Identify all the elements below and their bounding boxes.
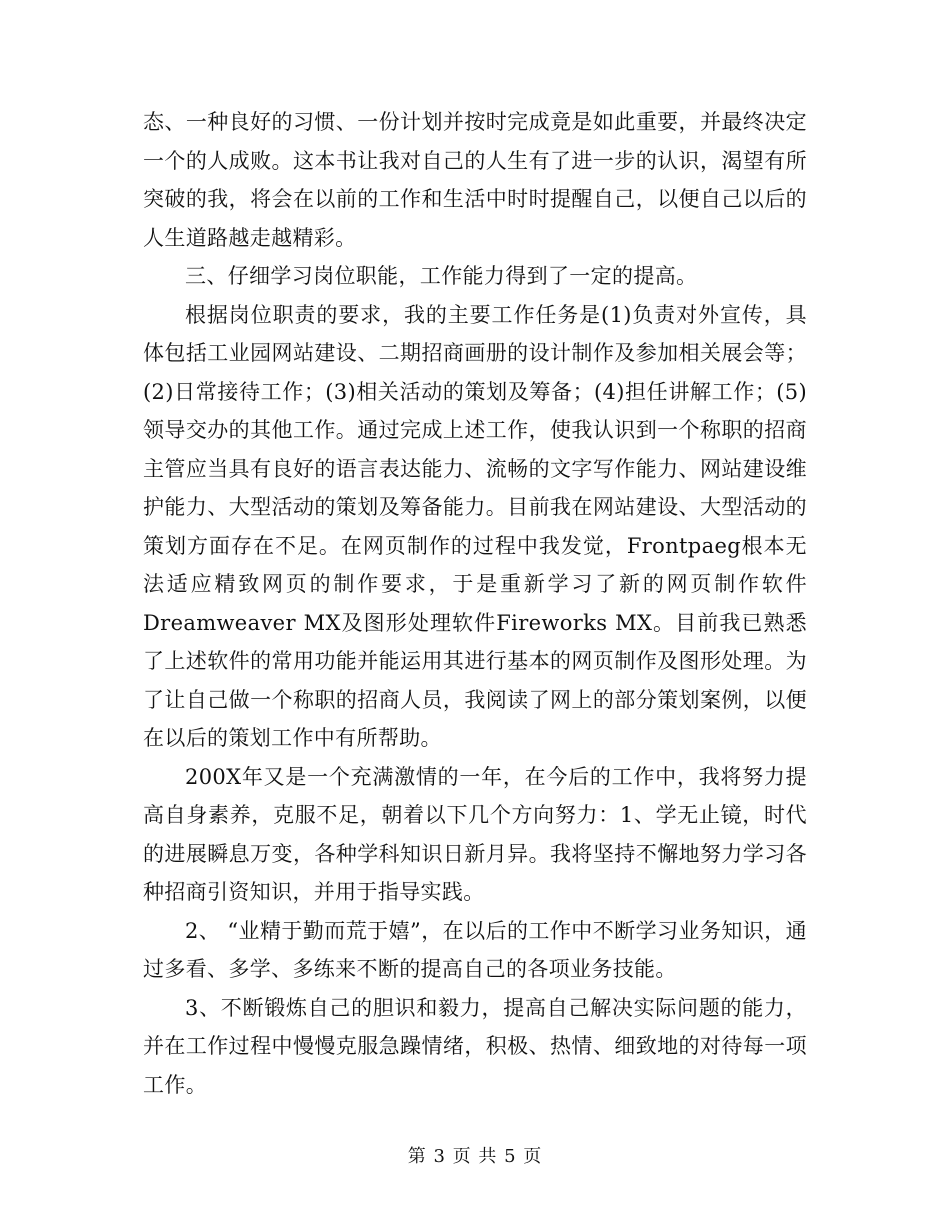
paragraph-future-plan: 200X年又是一个充满激情的一年，在今后的工作中，我将努力提高自身素养，克服不足，朝着以下几个方向努力：1、学无止镜，时代的进展瞬息万变，各种学科知识日新月异。我将坚持不懈地努力学习各种招商引资知识，并用于指导实践。: [143, 764, 807, 904]
paragraph-job-duties: 根据岗位职责的要求，我的主要工作任务是(1)负责对外宣传，具体包括工业园网站建设、二期招商画册的设计制作及参加相关展会等；(2)日常接待工作；(3)相关活动的策划及筹备；(4)担任讲解工作；(5)领导交办的其他工作。通过完成上述工作，使我认识到一个称职的招商主管应当具有良好的语言表达能力、流畅的文字写作能力、网站建设维护能力、大型活动的策划及筹备能力。目前我在网站建设、大型活动的策划方面存在不足。在网页制作的过程中我发觉，Frontpaeg根本无法适应精致网页的制作要求，于是重新学习了新的网页制作软件Dreamweaver MX及图形处理软件Fireworks MX。目前我已熟悉了上述软件的常用功能并能运用其进行基本的网页制作及图形处理。为了让自己做一个称职的招商人员，我阅读了网上的部分策划案例，以便在以后的策划工作中有所帮助。: [143, 302, 807, 750]
paragraph-goal-2: 2、 “业精于勤而荒于嬉”，在以后的工作中不断学习业务知识，通过多看、多学、多练来不断的提高自己的各项业务技能。: [143, 918, 807, 981]
paragraph-goal-3: 3、不断锻炼自己的胆识和毅力，提高自己解决实际问题的能力，并在工作过程中慢慢克服急躁情绪，积极、热情、细致地的对待每一项工作。: [143, 995, 807, 1097]
paragraph-continued: 态、一种良好的习惯、一份计划并按时完成竟是如此重要，并最终决定一个的人成败。这本书让我对自己的人生有了进一步的认识，渴望有所突破的我，将会在以前的工作和生活中时时提醒自己，以便自己以后的人生道路越走越精彩。: [143, 110, 807, 250]
paragraph-section-heading: 三、仔细学习岗位职能，工作能力得到了一定的提高。: [185, 264, 698, 288]
page-number-footer: 第 3 页 共 5 页: [407, 1146, 543, 1167]
document-body: [143, 103, 807, 1104]
